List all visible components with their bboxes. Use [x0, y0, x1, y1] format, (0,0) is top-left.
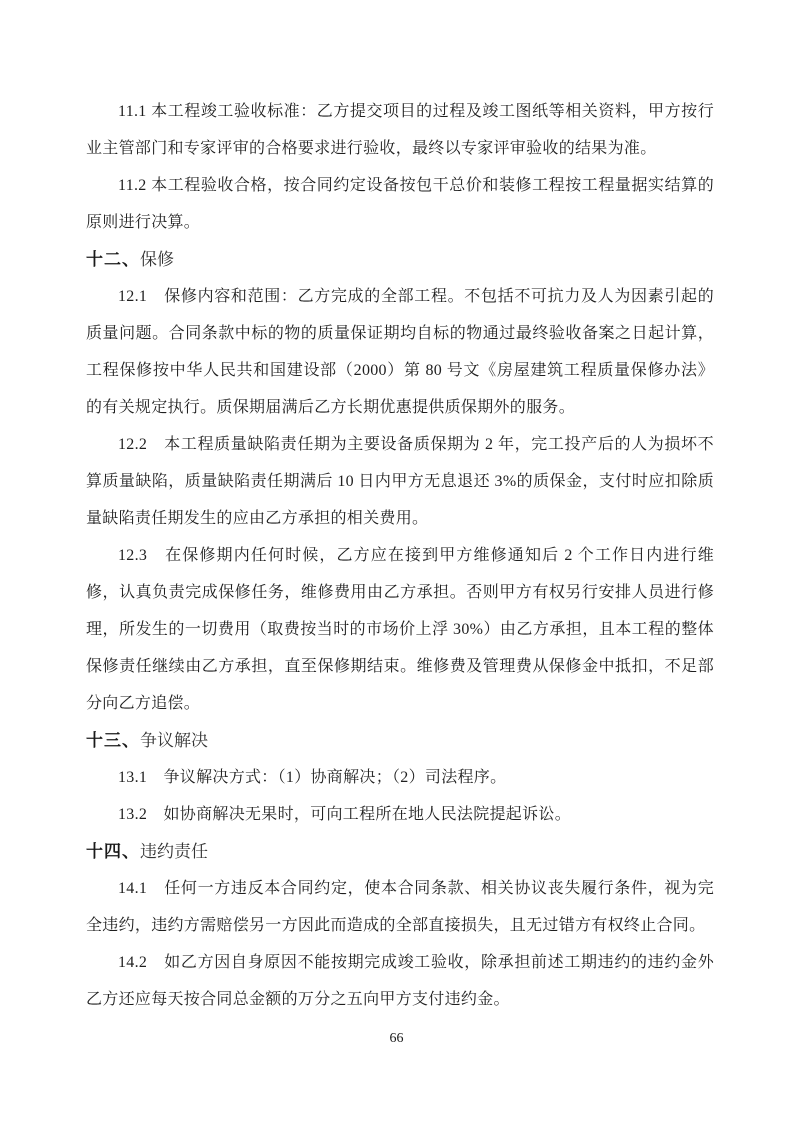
paragraph-13-1: 13.1 争议解决方式：（1）协商解决；（2）司法程序。 — [118, 769, 507, 786]
paragraph-14-2: 14.2 如乙方因自身原因不能按期完成竣工验收，除承担前述工期违约的违约金外乙方还应每天按合同总金额的万分之五向甲方支付违约金。 — [86, 954, 714, 1008]
section-heading-14-breach-liability — [86, 833, 714, 870]
paragraph-12-1: 12.1 保修内容和范围：乙方完成的全部工程。不包括不可抗力及人为因素引起的质量问题。合同条款中标的物的质量保证期均自标的物通过最终验收备案之日起计算，工程保修按中华人民共和国建设部（2000）第 80 号文《房屋建筑工程质量保修办法》的有关规定执行。质保期届满后乙方长期优惠提供质保期外的服务。 — [86, 288, 714, 416]
section-heading-title: 争议解决 — [140, 731, 208, 750]
section-heading-12-warranty — [86, 241, 714, 278]
document-body — [86, 93, 714, 1018]
section-heading-number: 十三、 — [86, 731, 140, 750]
section-heading-number: 十二、 — [86, 250, 140, 269]
paragraph-11-1: 11.1 本工程竣工验收标准：乙方提交项目的过程及竣工图纸等相关资料，甲方按行业主管部门和专家评审的合格要求进行验收，最终以专家评审验收的结果为准。 — [86, 103, 714, 157]
paragraph-12-3: 12.3 在保修期内任何时候，乙方应在接到甲方维修通知后 2 个工作日内进行维修，认真负责完成保修任务，维修费用由乙方承担。否则甲方有权另行安排人员进行修理，所发生的一切费用（取费按当时的市场价上浮 30%）由乙方承担，且本工程的整体保修责任继续由乙方承担，直至保修期结束。维修费及管理费从保修金中抵扣，不足部分向乙方追偿。 — [86, 547, 714, 712]
section-heading-number: 十四、 — [86, 842, 140, 861]
paragraph-12-2: 12.2 本工程质量缺陷责任期为主要设备质保期为 2 年，完工投产后的人为损坏不算质量缺陷，质量缺陷责任期满后 10 日内甲方无息退还 3%的质保金，支付时应扣除质量缺陷责任期发生的应由乙方承担的相关费用。 — [86, 436, 714, 527]
paragraph-13-2: 13.2 如协商解决无果时，可向工程所在地人民法院提起诉讼。 — [118, 806, 572, 823]
section-heading-title: 保修 — [140, 250, 174, 269]
paragraph-11-2: 11.2 本工程验收合格，按合同约定设备按包干总价和装修工程按工程量据实结算的原则进行决算。 — [86, 177, 714, 231]
page-number: 66 — [389, 1031, 404, 1046]
section-heading-13-dispute-resolution — [86, 722, 714, 759]
paragraph-14-1: 14.1 任何一方违反本合同约定，使本合同条款、相关协议丧失履行条件，视为完全违约，违约方需赔偿另一方因此而造成的全部直接损失，且无过错方有权终止合同。 — [86, 880, 714, 934]
section-heading-title: 违约责任 — [140, 842, 208, 861]
